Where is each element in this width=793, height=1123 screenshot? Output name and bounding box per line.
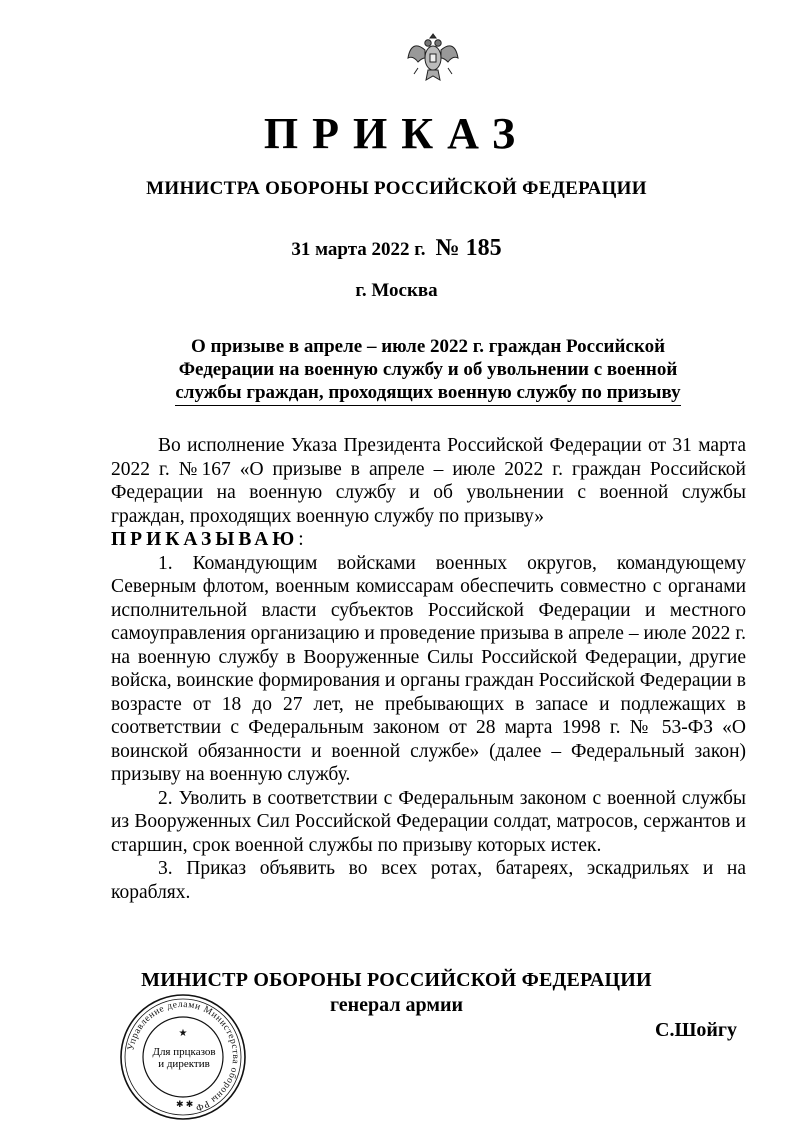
city: г. Москва (355, 280, 438, 301)
star-icon: ★ (178, 1028, 188, 1039)
seal-center-text: Для прцказов и директив (152, 1046, 216, 1070)
document-subtitle: МИНИСТРА ОБОРОНЫ РОССИЙСКОЙ ФЕДЕРАЦИИ (146, 178, 647, 199)
intro-paragraph: Во исполнение Указа Президента Российской Федерации от 31 марта 2022 г. №167 «О призыве в апреле – июле 2022 г. граждан Российской Федерации на военную службу и об увольнении с военной службы граждан, проходящих военную службу по призыву» (111, 435, 746, 527)
prikazyvayu-line (111, 528, 746, 552)
heading-line-3: службы граждан, проходящих военную службу по призыву (175, 381, 680, 406)
prikazyvayu-colon: : (298, 529, 304, 550)
coat-of-arms-icon (406, 28, 460, 86)
order-body (111, 434, 746, 904)
heading-line-1: О призыве в апреле – июле 2022 г. граждан Российской (190, 336, 666, 357)
order-number: № 185 (435, 235, 502, 261)
item-2: 2. Уволить в соответствии с Федеральным законом с военной службы из Вооруженных Сил Российской Федерации солдат, матросов, сержантов и старшин, срок военной службы по призыву которых истек. (111, 787, 746, 856)
date-number-line (0, 234, 793, 264)
signer-position: МИНИСТР ОБОРОНЫ РОССИЙСКОЙ ФЕДЕРАЦИИ (141, 969, 652, 991)
signer-rank: генерал армии (329, 994, 464, 1016)
item-3: 3. Приказ объявить во всех ротах, батареях, эскадрильях и на кораблях. (111, 858, 746, 903)
seal-ring-text: Управление делами Министерства обороны РФ (126, 999, 241, 1113)
signer-name: С.Шойгу (655, 1019, 738, 1041)
heading-line-2: Федерации на военную службу и об увольнении с военной (178, 359, 678, 380)
item-1: 1. Командующим войсками военных округов, командующему Северным флотом, военным комиссарам обеспечить совместно с органами исполнительной власти субъектов Российской Федерации и местного самоуправления организацию и проведение призыва в апреле – июле 2022 г. на военную службу в Вооруженные Силы Российской Федерации, другие войска, воинские формирования и органы граждан Российской Федерации в возрасте от 18 до 27 лет, не пребывающих в запасе и подлежащих в соответствии с Федеральным законом от 28 марта 1998 г. № 53-ФЗ «О воинской обязанности и военной службе» (далее – Федеральный закон) призыву на военную службу. (111, 552, 746, 785)
order-date: 31 марта 2022 г. (291, 239, 426, 260)
prikazyvayu-word: ПРИКАЗЫВАЮ (111, 529, 299, 550)
document-title: ПРИКАЗ (263, 109, 530, 158)
order-heading (150, 335, 706, 406)
svg-text:✱ ✱: ✱ ✱ (176, 1099, 194, 1109)
